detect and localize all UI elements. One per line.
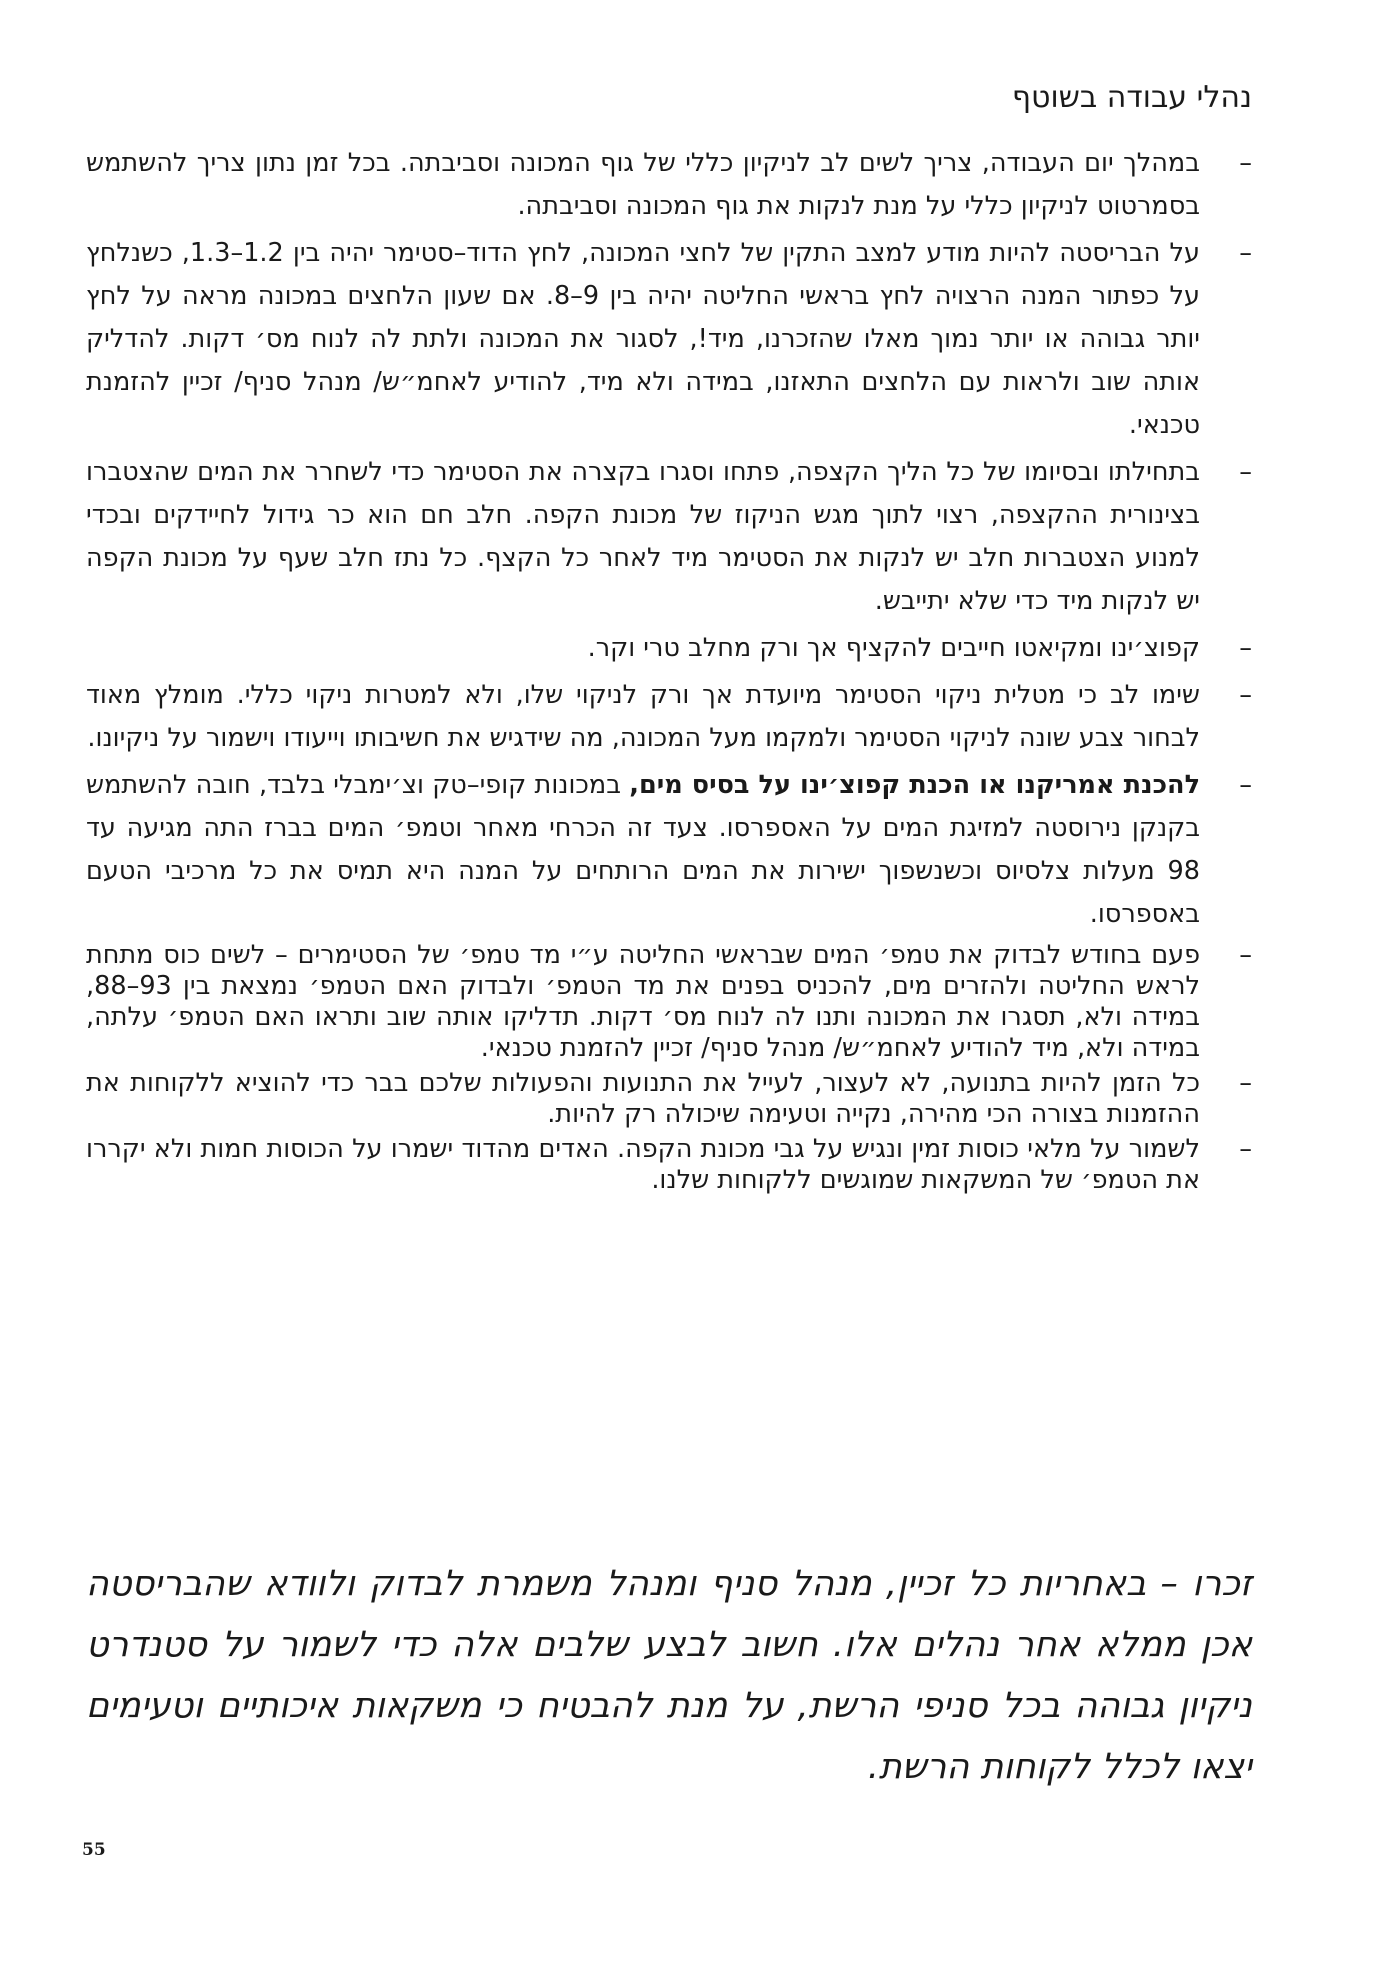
list-item	[86, 627, 1252, 670]
bullet-dash: –	[1239, 1068, 1252, 1098]
list-item-text: שימו לב כי מטלית ניקוי הסטימר מיועדת אך ורק לניקוי שלו, ולא למטרות ניקוי כללי. מומלץ מאוד לבחור צבע שונה לניקוי הסטימר ולמקמו מעל המכונה, מה שידגיש את חשיבותו וייעודו וישמור על ניקיונו.	[86, 680, 1200, 753]
list-item-text: על הבריסטה להיות מודע למצב התקין של לחצי המכונה, לחץ הדוד–סטימר יהיה בין 1.2–1.3, כשנלחץ על כפתור המנה הרצויה לחץ בראשי החליטה יהיה בין 9–8. אם שעון הלחצים במכונה מראה על לחץ יותר גבוהה או יותר נמוך מאלו שהזכרנו, מיד!, לסגור את המכונה ולתת לה לנוח מס׳ דקות. להדליק אותה שוב ולראות עם הלחצים התאזנו, במידה ולא מיד, להודיע לאחמ״ש/ מנהל סניף/ זכיין להזמנת טכנאי.	[86, 238, 1201, 440]
list-item	[86, 232, 1252, 447]
list-item	[86, 1134, 1252, 1196]
list-item-text: פעם בחודש לבדוק את טמפ׳ המים שבראשי החליטה ע״י מד טמפ׳ של הסטימרים – לשים כוס מתחת לראש החליטה ולהזרים מים, להכניס בפנים את מד הטמפ׳ ולבדוק האם הטמפ׳ נמצאת בין 93–88, במידה ולא, תסגרו את המכונה ותנו לה לנוח מס׳ דקות. תדליקו אותה שוב ותראו האם הטמפ׳ עלתה, במידה ולא, מיד להודיע לאחמ״ש/ מנהל סניף/ זכיין להזמנת טכנאי.	[86, 940, 1200, 1063]
list-item-text: לשמור על מלאי כוסות זמין ונגיש על גבי מכונת הקפה. האדים מהדוד ישמרו על הכוסות חמות ולא יקררו את הטמפ׳ של המשקאות שמוגשים ללקוחות שלנו.	[86, 1134, 1200, 1195]
bullet-dash: –	[1239, 238, 1252, 268]
section-title: נהלי עבודה בשוטף	[1011, 80, 1252, 115]
list-item	[86, 451, 1252, 623]
bullet-dash: –	[1239, 633, 1252, 663]
bullet-dash: –	[1239, 940, 1252, 970]
page-number: 55	[82, 1840, 106, 1860]
bullet-dash: –	[1239, 1134, 1252, 1164]
list-item-bold-lead: להכנת אמריקנו או הכנת קפוצ׳ינו על בסיס מים,	[629, 770, 1200, 800]
closing-note: זכרו – באחריות כל זכיין, מנהל סניף ומנהל משמרת לבדוק ולוודא שהבריסטה אכן ממלא אחר נהלים אלו. חשוב לבצע שלבים אלה כדי לשמור על סטנדרט ניקיון גבוהה בכל סניפי הרשת, על מנת להבטיח כי משקאות איכותיים וטעימים יצאו לכלל לקוחות הרשת.	[86, 1564, 1252, 1787]
list-item	[86, 674, 1252, 760]
list-item-text: במכונות קופי–טק וצ׳ימבלי בלבד, חובה להשתמש בקנקן נירוסטה למזיגת המים על האספרסו. צעד זה הכרחי מאחר וטמפ׳ המים בברז התה מגיעה עד 98 מעלות צלסיוס וכשנשפוך ישירות את המים הרותחים על המנה היא תמיס את כל מרכיבי הטעם באספרסו.	[86, 770, 1200, 929]
list-item-text: כל הזמן להיות בתנועה, לא לעצור, לעייל את התנועות והפעולות שלכם בבר כדי להוציא ללקוחות את ההזמנות בצורה הכי מהירה, נקייה וטעימה שיכולה רק להיות.	[86, 1068, 1200, 1129]
list-item	[86, 142, 1252, 228]
list-item-text: במהלך יום העבודה, צריך לשים לב לניקיון כללי של גוף המכונה וסביבתה. בכל זמן נתון צריך להשתמש בסמרטוט לניקיון כללי על מנת לנקות את גוף המכונה וסביבתה.	[86, 148, 1200, 221]
bullet-dash: –	[1239, 148, 1252, 178]
bullet-dash: –	[1239, 457, 1252, 487]
list-item	[86, 764, 1252, 936]
bullet-dash: –	[1239, 680, 1252, 710]
procedure-list	[86, 142, 1252, 1200]
list-item	[86, 1068, 1252, 1130]
list-item	[86, 940, 1252, 1064]
bullet-dash: –	[1239, 770, 1252, 800]
list-item-text: קפוצ׳ינו ומקיאטו חייבים להקציף אך ורק מחלב טרי וקר.	[587, 633, 1200, 663]
list-item-text: בתחילתו ובסיומו של כל הליך הקצפה, פתחו וסגרו בקצרה את הסטימר כדי לשחרר את המים שהצטברו בצינורית ההקצפה, רצוי לתוך מגש הניקוז של מכונת הקפה. חלב חם הוא כר גידול לחיידקים ובכדי למנוע הצטברות חלב יש לנקות את הסטימר מיד לאחר כל הקצף. כל נתז חלב שעף על מכונת הקפה יש לנקות מיד כדי שלא יתייבש.	[86, 457, 1200, 616]
